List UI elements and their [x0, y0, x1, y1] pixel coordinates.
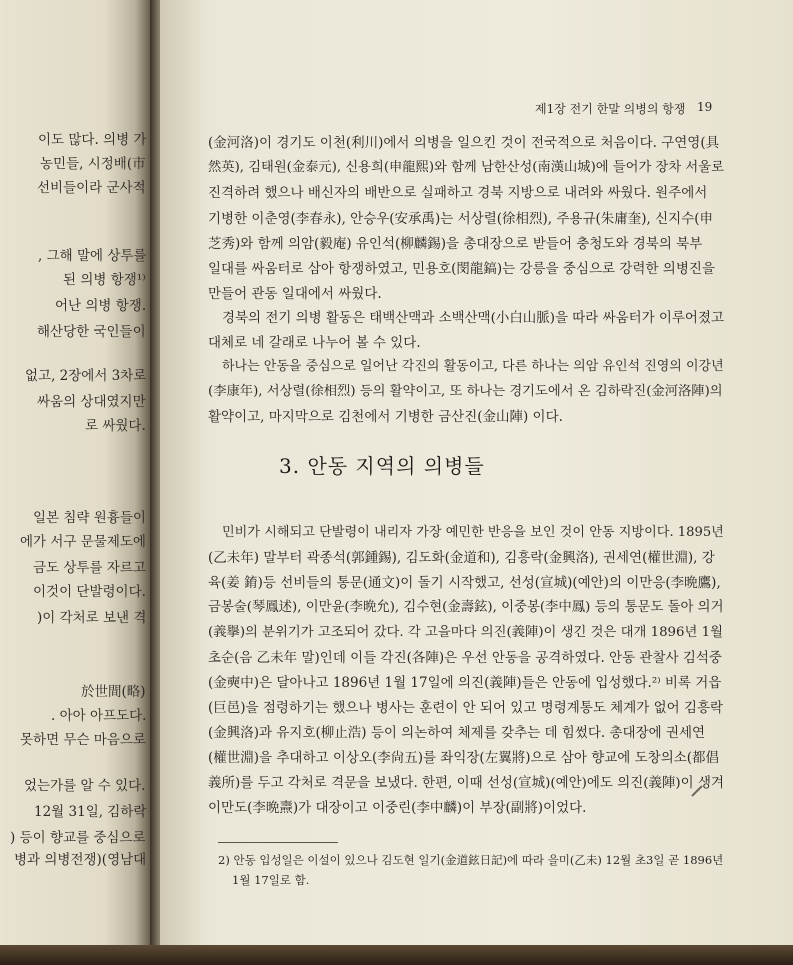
body-line: 금봉술(琴鳳述), 이만윤(李晩允), 김수현(金壽鉉), 이중봉(李中鳳) 등의 통문도 돌아 의거 [208, 600, 724, 615]
body-line: 然英), 김태원(金泰元), 신용희(申龍熙)와 함께 남한산성(南漢山城)에 들어가 장차 서울로 [208, 160, 724, 175]
left-page-line: 이도 많다. 의병 가 [38, 132, 147, 148]
body-line: 진격하려 했으나 배신자의 배반으로 실패하고 경북 지방으로 내려와 싸웠다. 원주에서 [208, 185, 708, 201]
left-page-line: 12월 31일, 김하락 [34, 804, 147, 820]
left-page-line: 에가 서구 문물제도에 [20, 534, 146, 550]
left-page-line: )이 각처로 보낸 격 [37, 610, 147, 626]
body-line: 대체로 네 갈래로 나누어 볼 수 있다. [208, 335, 421, 351]
body-line: 초순(음 乙未年 말)인데 이들 각진(各陣)은 우선 안동을 공격하였다. 안동 관찰사 김석중 [208, 650, 722, 666]
body-line: (金河洛)이 경기도 이천(利川)에서 의병을 일으킨 것이 전국적으로 처음이다. 구연영(具 [208, 135, 720, 151]
left-page-line: 일본 침략 원흉들이 [33, 510, 146, 526]
left-page-line: 해산당한 국인들이 [37, 324, 146, 340]
body-line: (李康年), 서상렬(徐相烈) 등의 활약이고, 또 하나는 경기도에서 온 김하락진(金河洛陣)의 [208, 384, 723, 399]
left-page-line: 로 싸웠다. [85, 418, 146, 434]
body-line: (金奭中)은 달아나고 1896년 1월 17일에 의진(義陣)들은 안동에 입성했다.²⁾ 비록 거읍 [208, 675, 722, 691]
footnote-divider [218, 842, 338, 843]
footnote-line: 1월 17일로 함. [232, 873, 310, 887]
left-page-line: 이것이 단발령이다. [33, 584, 146, 600]
body-line: (巨邑)을 점령하기는 했으나 병사는 훈련이 안 되어 있고 명령계통도 체계가 없어 김흥락 [208, 700, 724, 716]
left-page-line: , 그해 말에 상투를 [38, 248, 147, 264]
footnote-line: 2) 안동 입성일은 이설이 있으나 김도현 일기(金道鉉日記)에 따라 을미(乙未) 12월 초3일 곧 1896년 [218, 853, 724, 867]
body-line: 육(姜 錥)등 선비들의 통문(通文)이 돌기 시작했고, 선성(宣城)(예안)의 이만응(李晩鷹), [208, 575, 721, 591]
left-page-line: 병과 의병전쟁)(영남대 [14, 852, 147, 868]
left-page-line: 싸움의 상대였지만 [37, 394, 146, 410]
body-line: 경북의 전기 의병 활동은 태백산맥과 소백산맥(小白山脈)을 따라 싸움터가 이루어졌고 [222, 310, 724, 326]
book-bottom-edge [0, 945, 793, 965]
left-page-line: 농민들, 시정배(市 [40, 156, 146, 172]
left-page-line: ) 등이 향교를 중심으로 [10, 830, 146, 846]
body-line: 만들어 관동 일대에서 싸웠다. [208, 286, 382, 302]
left-page-line: 었는가를 알 수 있다. [24, 778, 146, 794]
body-line: 이만도(李晩燾)가 대장이고 이중린(李中麟)이 부장(副將)이었다. [208, 800, 587, 816]
body-line: 활약이고, 마지막으로 김천에서 기병한 금산진(金山陣) 이다. [208, 409, 563, 425]
body-line: 일대를 싸움터로 삼아 항쟁하였고, 민용호(閔龍鎬)는 강릉을 중심으로 강력한 의병진을 [208, 261, 715, 277]
body-line: (權世淵)을 추대하고 이상오(李尙五)를 좌익장(左翼將)으로 삼아 향교에 도창의소(都倡 [208, 750, 720, 766]
section-heading: 3. 안동 지역의 의병들 [279, 454, 485, 478]
left-page-line: 된 의병 항쟁¹⁾ [63, 272, 146, 288]
body-line: (義擧)의 분위기가 고조되어 갔다. 각 고을마다 의진(義陣)이 생긴 것은 대개 1896년 1월 [208, 625, 723, 640]
left-page-line: 못하면 무슨 마음으로 [20, 732, 146, 748]
left-page-line: 於世間(略) [81, 684, 146, 700]
body-line: 義所)를 두고 각처로 격문을 보냈다. 한편, 이때 선성(宣城)(예안)에도 의진(義陣)이 생겨 [208, 775, 724, 791]
body-line: 기병한 이춘영(李春永), 안승우(安承禹)는 서상렬(徐相烈), 주용규(朱庸奎), 신지수(申 [208, 211, 714, 227]
book-gutter [150, 0, 160, 945]
left-page-line: 선비들이라 군사적 [37, 180, 146, 196]
left-page-line: 어난 의병 항쟁. [55, 298, 147, 314]
body-line: 하나는 안동을 중심으로 일어난 각진의 활동이고, 다른 하나는 의암 유인석 진영의 이강년 [222, 359, 724, 374]
body-line: 민비가 시해되고 단발령이 내리자 가장 예민한 반응을 보인 것이 안동 지방이다. 1895년 [222, 525, 724, 540]
left-page-line: 없고, 2장에서 3차로 [25, 368, 147, 384]
running-head: 제1장 전기 한말 의병의 항쟁 [535, 102, 686, 116]
left-page-line: . 아아 아프도다. [51, 708, 147, 724]
page-number: 19 [697, 100, 713, 114]
body-line: (乙未年) 말부터 곽종석(郭鍾錫), 김도화(金道和), 김흥락(金興洛), 권세연(權世淵), 강 [208, 550, 715, 566]
left-page-line: 금도 상투를 자르고 [33, 560, 146, 576]
body-line: (金興洛)과 유지호(柳止浩) 등이 의논하여 체제를 갖추는 데 힘썼다. 총대장에 권세연 [208, 725, 706, 741]
body-line: 芝秀)와 함께 의암(毅庵) 유인석(柳麟錫)을 총대장으로 받들어 충청도와 경북의 북부 [208, 236, 703, 252]
